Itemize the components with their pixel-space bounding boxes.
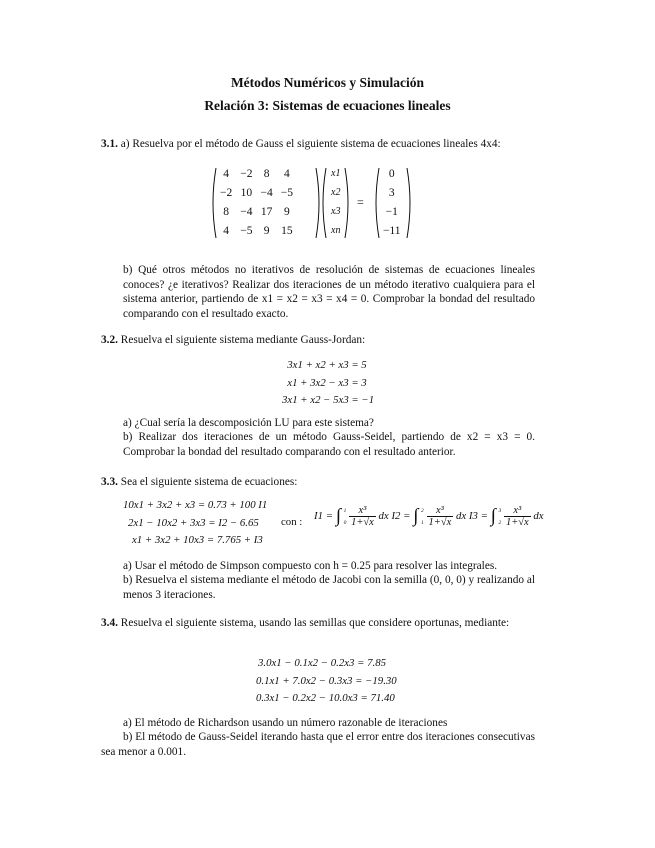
variable-cell: xn: [331, 225, 341, 236]
ex3-equation-3: x1 + 3x2 + 10x3 = 7.765 + I3: [132, 534, 263, 546]
matrix-cell: −4: [240, 205, 253, 218]
ex4-intro: [101, 616, 535, 631]
ex2-part-b: b) Realizar dos iteraciones de un método Gauss-Seidel, partiendo de x2 = x3 = 0. Comprobar la bondad del resultado comparando con el resultado anterior.: [123, 431, 535, 458]
integral-3-label: I3 =: [468, 509, 488, 522]
ex2-number: 3.2.: [101, 334, 118, 346]
coefficient-matrix: [216, 164, 297, 240]
integral-3-limits: [498, 508, 501, 526]
integrand-numerator: x³: [349, 505, 376, 517]
ex3-number: 3.3.: [101, 476, 118, 488]
matrix-cell: 4: [284, 167, 290, 180]
con-label: con :: [281, 516, 303, 528]
matrix-cell: −2: [240, 167, 253, 180]
ex4-equation-2: 0.1x1 + 7.0x2 − 0.3x3 = −19.30: [256, 674, 397, 687]
matrix-cell: 15: [281, 224, 293, 237]
ex1-number: 3.1.: [101, 138, 118, 150]
differential: dx: [533, 509, 544, 522]
integrand-denominator: 1+√x: [505, 517, 529, 528]
integrand-fraction: [427, 505, 454, 528]
integral-upper-limit: 1: [343, 507, 347, 514]
ex3-intro: [101, 475, 535, 490]
ex4-equation-1: 3.0x1 − 0.1x2 − 0.2x3 = 7.85: [257, 657, 386, 669]
integral-sign-icon: ∫: [413, 505, 419, 527]
integrand-numerator: x³: [427, 505, 454, 517]
matrix-cell: −5: [240, 224, 253, 237]
integrand-denominator: 1+√x: [351, 517, 374, 528]
ex2-equation-2: x1 + 3x2 − x3 = 3: [287, 376, 367, 389]
variable-cell: x3: [331, 206, 341, 217]
matrix-cell: 17: [260, 205, 273, 218]
ex2-part-a: a) ¿Cual sería la descomposición LU para este sistema?: [123, 417, 374, 429]
matrix-cell: −4: [260, 186, 273, 199]
differential: dx: [378, 509, 389, 522]
matrix-cell: 8: [223, 205, 229, 218]
differential: dx: [455, 509, 467, 522]
rhs-cell: 0: [388, 167, 395, 180]
ex4-part-b: b) El método de Gauss-Seidel iterando hasta que el error entre dos iteraciones consecutivas sea menor a 0.001.: [101, 731, 535, 758]
matrix-cell: 8: [263, 167, 270, 180]
ex1-part-a: [101, 137, 535, 152]
integrand-fraction: [349, 505, 376, 528]
integrand-numerator: x³: [504, 505, 531, 517]
integral-upper-limit: 3: [498, 507, 502, 514]
document-subtitle: Relación 3: Sistemas de ecuaciones lineales: [204, 98, 451, 113]
matrix-cell: 4: [223, 224, 229, 237]
matrix-cell: 9: [284, 205, 290, 218]
ex1-part-a-text: a) Resuelva por el método de Gauss el siguiente sistema de ecuaciones lineales 4x4:: [120, 138, 501, 150]
rhs-cell: −1: [385, 205, 398, 218]
rhs-vector: [379, 164, 405, 240]
matrix-cell: 9: [263, 224, 270, 237]
equals-sign: =: [357, 195, 364, 209]
integral-upper-limit: 2: [421, 507, 424, 514]
integral-1-limits: [344, 508, 347, 526]
integral-1: [314, 505, 391, 528]
matrix-cell: −5: [280, 186, 293, 199]
integral-sign-icon: ∫: [335, 505, 341, 527]
integral-1-label: I1 =: [314, 509, 333, 522]
document-title: Métodos Numéricos y Simulación: [230, 75, 425, 90]
ex4-system: [256, 655, 397, 708]
matrix-cell: 10: [240, 186, 253, 199]
ex3-equation-2: 2x1 − 10x2 + 3x3 = I2 − 6.65: [128, 516, 259, 529]
variable-vector: [327, 164, 344, 240]
variable-cell: x2: [331, 187, 341, 198]
ex2-equation-1: 3x1 + x2 + x3 = 5: [287, 359, 367, 371]
integral-lower-limit: 0: [343, 519, 347, 526]
ex2-equation-3: 3x1 + x2 − 5x3 = −1: [282, 394, 375, 406]
ex4-intro-text: Resuelva el siguiente sistema, usando las semillas que considere oportunas, mediante:: [120, 617, 510, 629]
rhs-cell: −11: [383, 224, 401, 237]
integral-2-limits: [421, 508, 424, 526]
ex3-intro-text: Sea el siguiente sistema de ecuaciones:: [120, 476, 298, 488]
ex3-part-a: a) Usar el método de Simpson compuesto con h = 0.25 para resolver las integrales.: [123, 560, 498, 572]
integral-lower-limit: 2: [498, 519, 502, 526]
ex4-equation-3: 0.3x1 − 0.2x2 − 10.0x3 = 71.40: [256, 692, 395, 704]
integrand-fraction: [504, 505, 531, 528]
integral-2-label: I2 =: [391, 509, 411, 522]
ex4-number: 3.4.: [101, 617, 118, 629]
ex1-part-b: b) Qué otros métodos no iterativos de resolución de sistemas de ecuaciones lineales conoces? ¿e iterativos? Realizar dos iteraciones de un método iterativo cualquiera para el sistema anterior, partiendo de x1 = x2 = x3 = x4 = 0. Comprobar la bondad del resultado comparando con el resultado exacto.: [123, 264, 535, 320]
ex3-equation-1: 10x1 + 3x2 + x3 = 0.73 + 100 I1: [123, 499, 268, 511]
matrix-cell: −2: [220, 186, 233, 199]
integral-2: [391, 505, 468, 528]
integral-sign-icon: ∫: [490, 505, 496, 527]
integral-3: [468, 505, 544, 528]
integrand-denominator: 1+√x: [428, 517, 452, 528]
integral-lower-limit: 1: [421, 519, 424, 526]
matrix-cell: 4: [223, 167, 229, 180]
ex3-system: [123, 497, 267, 550]
rhs-cell: 3: [388, 186, 395, 199]
ex3-part-b: b) Resuelva el sistema mediante el método de Jacobi con la semilla (0, 0, 0) y realizando al menos 3 iteraciones.: [123, 574, 535, 601]
variable-cell: x1: [331, 168, 341, 179]
ex2-intro-text: Resuelva el siguiente sistema mediante Gauss-Jordan:: [120, 334, 366, 346]
ex2-system: [282, 357, 375, 410]
integral-definitions: [314, 505, 544, 528]
ex2-intro: [101, 333, 535, 348]
ex4-part-a: a) El método de Richardson usando un número razonable de iteraciones: [123, 717, 448, 729]
